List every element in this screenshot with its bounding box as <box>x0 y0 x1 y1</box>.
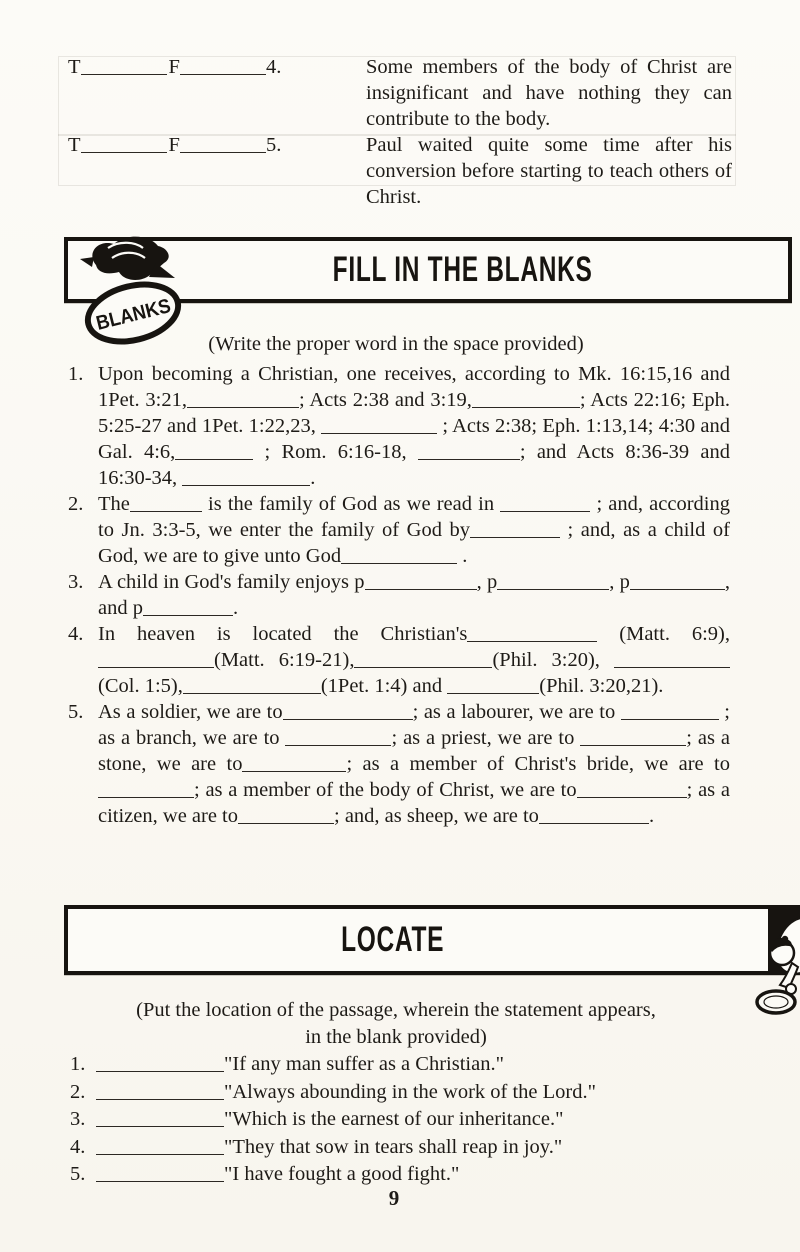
locate-item-number: 5. <box>70 1163 86 1185</box>
locate-quote: "Always abounding in the work of the Lord." <box>224 1080 597 1103</box>
locate-quote: "Which is the earnest of our inheritance." <box>224 1108 564 1130</box>
answer-blank <box>130 494 202 512</box>
answer-blank <box>630 572 725 590</box>
fill-in-the-blanks-banner <box>64 237 792 335</box>
locate-instruction-line1: (Put the location of the passage, wherein the statement appears, <box>136 999 656 1021</box>
question-text-segment: (Phil. 3:20,21). <box>539 675 664 697</box>
answer-blank <box>242 754 346 772</box>
question-text-segment: ; as a citizen, we are to <box>98 779 730 827</box>
detective-magnifier-icon <box>748 905 800 1021</box>
question-text-segment: ; as a member of Christ's bride, we are to <box>346 753 730 775</box>
location-blank <box>96 1164 224 1182</box>
tf-item-number: 4. <box>265 56 282 78</box>
answer-blank <box>470 520 560 538</box>
page-number: 9 <box>388 1186 400 1210</box>
tf-item-text: Paul waited quite some time after his conversion before starting to teach others of Christ. <box>366 134 732 208</box>
answer-blank <box>143 598 233 616</box>
answer-blank <box>472 390 580 408</box>
locate-item-number: 3. <box>70 1108 86 1130</box>
question-text-segment: ; as a member of the body of Christ, we are to <box>194 779 577 801</box>
question-text-segment: . <box>310 467 316 489</box>
question-text-segment: ; as a stone, we are to <box>98 727 731 775</box>
answer-blank <box>182 468 310 486</box>
question-text-segment: (Matt. 6:19-21), <box>214 649 355 671</box>
fill-question <box>68 699 730 829</box>
locate-instruction <box>66 997 726 1051</box>
question-text-segment: . <box>457 545 468 567</box>
question-text-segment: ; and, according to Jn. 3:3-5, we enter the family of God by <box>98 493 730 541</box>
locate-item-number: 2. <box>70 1080 86 1103</box>
tf-false-label: F <box>168 134 180 156</box>
answer-blank <box>497 572 609 590</box>
answer-blank <box>187 390 299 408</box>
answer-blank <box>341 546 457 564</box>
fill-instruction: (Write the proper word in the space provided) <box>208 333 584 355</box>
answer-blank <box>98 650 214 668</box>
tf-answer-area <box>68 132 354 210</box>
fill-question <box>68 569 730 621</box>
locate-item <box>70 1161 730 1189</box>
question-text-segment: (Col. 1:5), <box>98 675 183 697</box>
question-text-segment: ; as a branch, we are to <box>98 701 730 749</box>
question-text-segment: , and p <box>98 571 730 619</box>
question-number: 3. <box>68 571 84 593</box>
true-false-section <box>68 54 732 210</box>
locate-item-number: 1. <box>70 1053 86 1075</box>
question-text-segment: , p <box>476 571 498 593</box>
answer-blank <box>539 806 649 824</box>
question-text <box>98 699 730 829</box>
locate-list <box>70 1051 730 1189</box>
question-text-segment: The <box>98 493 130 515</box>
answer-blank <box>354 650 492 668</box>
location-blank <box>96 1081 224 1099</box>
tf-true-label: T <box>68 134 81 156</box>
question-text-segment: . <box>648 805 655 827</box>
question-number: 2. <box>68 493 84 515</box>
question-text-segment: is the family of God as we read in <box>201 493 501 515</box>
answer-blank <box>321 416 437 434</box>
question-text-segment: ; and, as a child of God, we are to give unto God <box>98 519 730 567</box>
answer-blank <box>365 572 477 590</box>
question-text-segment: (Phil. 3:20), <box>492 649 614 671</box>
tf-row <box>68 132 732 210</box>
question-text-segment: As a soldier, we are to <box>98 701 283 723</box>
locate-quote: "If any man suffer as a Christian." <box>224 1053 504 1075</box>
answer-blank <box>577 780 687 798</box>
answer-blank <box>500 494 590 512</box>
tf-row <box>68 54 732 132</box>
locate-item <box>70 1079 730 1107</box>
question-text-segment: . <box>232 597 239 619</box>
answer-blank <box>621 702 719 720</box>
question-text-segment: ; as a priest, we are to <box>391 727 581 749</box>
fill-questions-list <box>68 361 730 829</box>
question-text-segment: In heaven is located the Christian's <box>98 623 468 645</box>
question-number: 4. <box>68 623 84 645</box>
question-text-segment: , p <box>609 571 630 593</box>
question-text-segment: ; Acts 22:16; Eph. 5:25-27 and 1Pet. 1:22,23, <box>98 389 730 437</box>
question-text-segment: ; Acts 2:38; Eph. 1:13,14; 4:30 and Gal. 4:6, <box>98 415 730 463</box>
answer-blank <box>238 806 334 824</box>
question-text-segment: (1Pet. 1:4) and <box>320 675 448 697</box>
question-text-segment: ; Acts 2:38 and 3:19, <box>298 389 472 411</box>
tf-false-blank <box>180 135 266 153</box>
fill-question <box>68 491 730 569</box>
fill-question <box>68 361 730 491</box>
question-text-segment: ; and, as sheep, we are to <box>334 805 539 827</box>
locate-item <box>70 1134 730 1162</box>
locate-item-number: 4. <box>70 1135 86 1158</box>
tf-false-label: F <box>168 56 180 78</box>
answer-blank <box>175 442 253 460</box>
answer-blank <box>98 780 194 798</box>
tf-true-blank <box>81 135 167 153</box>
question-text-segment: A child in God's family enjoys p <box>98 571 365 593</box>
locate-item <box>70 1051 730 1079</box>
answer-blank <box>418 442 520 460</box>
answer-blank <box>283 702 413 720</box>
question-number: 5. <box>68 701 84 723</box>
locate-quote: "I have fought a good fight." <box>224 1163 460 1185</box>
answer-blank <box>467 624 597 642</box>
location-blank <box>96 1109 224 1127</box>
question-text <box>98 361 730 491</box>
answer-blank <box>447 676 539 694</box>
question-text <box>98 621 730 699</box>
locate-instruction-line2: in the blank provided) <box>305 1026 487 1048</box>
tf-true-blank <box>81 57 167 75</box>
question-text-segment: Upon becoming a Christian, one receives, according to Mk. 16:15,16 and 1Pet. 3:21, <box>98 363 730 411</box>
tf-answer-area <box>68 54 354 132</box>
question-text-segment: ; Rom. 6:16-18, <box>253 441 418 463</box>
tf-false-blank <box>180 57 266 75</box>
answer-blank <box>580 728 686 746</box>
location-blank <box>96 1136 224 1154</box>
tf-item-text: Some members of the body of Christ are insignificant and have nothing they can contribute to the body. <box>366 56 732 130</box>
locate-banner <box>64 905 800 975</box>
fill-question <box>68 621 730 699</box>
answer-blank <box>183 676 321 694</box>
answer-blank <box>285 728 391 746</box>
answer-blank <box>614 650 730 668</box>
locate-quote: "They that sow in tears shall reap in joy." <box>224 1135 563 1158</box>
tf-true-label: T <box>68 56 81 78</box>
locate-title: LOCATE <box>341 920 445 959</box>
svg-text:BLANKS: BLANKS <box>93 293 181 335</box>
question-text <box>98 491 730 569</box>
question-text-segment: ; and Acts 8:36-39 and 16:30-34, <box>98 441 730 489</box>
tf-item-number: 5. <box>265 134 282 156</box>
question-text-segment: (Matt. 6:9), <box>597 623 730 645</box>
question-text <box>98 569 730 621</box>
question-text-segment: ; as a labourer, we are to <box>412 701 621 723</box>
fill-in-the-blanks-title: FILL IN THE BLANKS <box>333 250 593 289</box>
locate-item <box>70 1106 730 1134</box>
location-blank <box>96 1054 224 1072</box>
question-number: 1. <box>68 363 84 385</box>
